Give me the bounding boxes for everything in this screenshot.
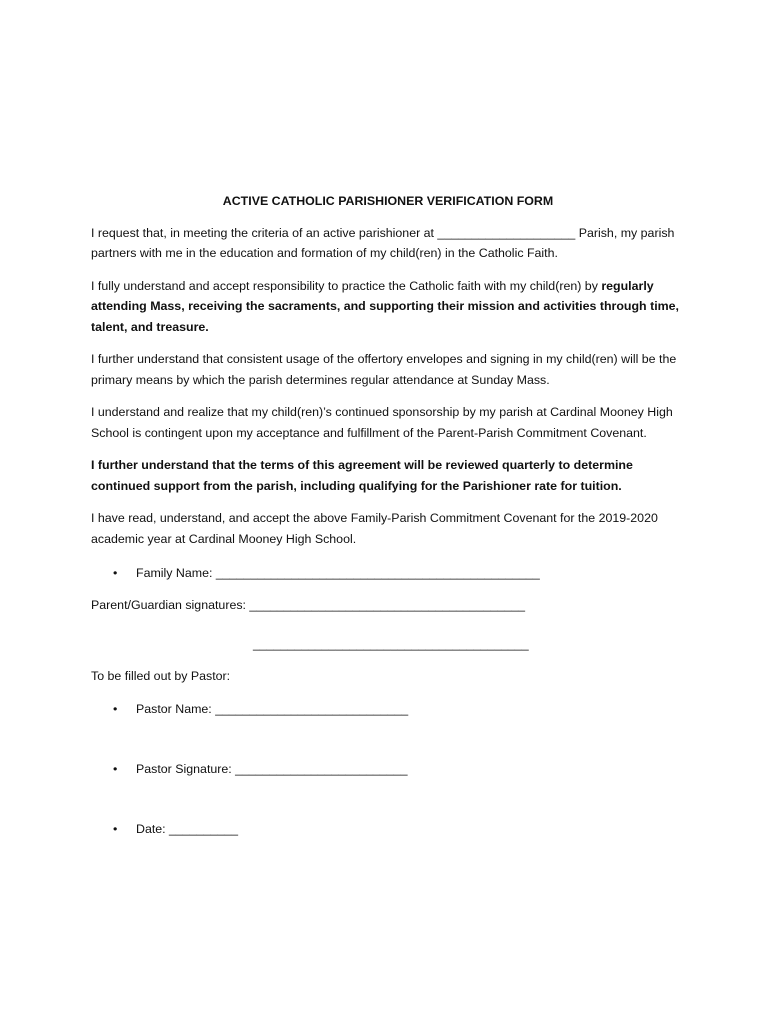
- pastor-signature-field[interactable]: [91, 759, 681, 779]
- acceptance-paragraph: I have read, understand, and accept the above Family-Parish Commitment Covenant for the 2019-2020 academic year at Cardinal Mooney High School.: [91, 511, 658, 546]
- sponsorship-paragraph: I understand and realize that my child(ren)’s continued sponsorship by my parish at Cardinal Mooney High School is contingent upon my acceptance and fulfillment of the Parent-Parish Commitment Covenant.: [91, 405, 673, 440]
- date-label: Date: __________: [136, 821, 238, 836]
- parish-request-paragraph: I request that, in meeting the criteria of an active parishioner at ____________________ Parish, my parish partners with me in the education and formation of my child(ren) in the Catholic Faith.: [91, 225, 675, 260]
- parent-signature-field[interactable]: Parent/Guardian signatures: ________________________________________: [91, 598, 526, 612]
- pastor-name-label: Pastor Name: ____________________________: [136, 701, 409, 716]
- responsibility-text: I fully understand and accept responsibility to practice the Catholic faith with my child(ren) by: [91, 278, 602, 293]
- bullet-icon: •: [113, 761, 118, 776]
- form-content: [91, 191, 681, 839]
- pastor-section-heading: To be filled out by Pastor:: [91, 669, 231, 683]
- bullet-icon: •: [113, 566, 118, 580]
- quarterly-review-paragraph: I further understand that the terms of this agreement will be reviewed quarterly to determine continued support from the parish, including qualifying for the Parishioner rate for tuition.: [91, 458, 633, 493]
- offertory-paragraph: I further understand that consistent usage of the offertory envelopes and signing in my child(ren) will be the primary means by which the parish determines regular attendance at Sunday Mass.: [91, 352, 677, 387]
- parent-signature-second-line[interactable]: ________________________________________: [253, 636, 529, 651]
- family-name-field[interactable]: [91, 563, 681, 583]
- bullet-icon: •: [113, 701, 118, 716]
- bullet-icon: •: [113, 821, 118, 836]
- date-field[interactable]: [91, 819, 681, 839]
- family-name-label: Family Name: _______________________________________________: [136, 566, 540, 580]
- responsibility-bold-text: regularly attending Mass, receiving the sacraments, and supporting their mission and activities through time, talent, and treasure.: [91, 278, 679, 334]
- form-title: ACTIVE CATHOLIC PARISHIONER VERIFICATION FORM: [222, 194, 554, 208]
- pastor-signature-label: Pastor Signature: _________________________: [136, 761, 408, 776]
- pastor-name-field[interactable]: [91, 699, 681, 719]
- responsibility-paragraph: [91, 276, 681, 338]
